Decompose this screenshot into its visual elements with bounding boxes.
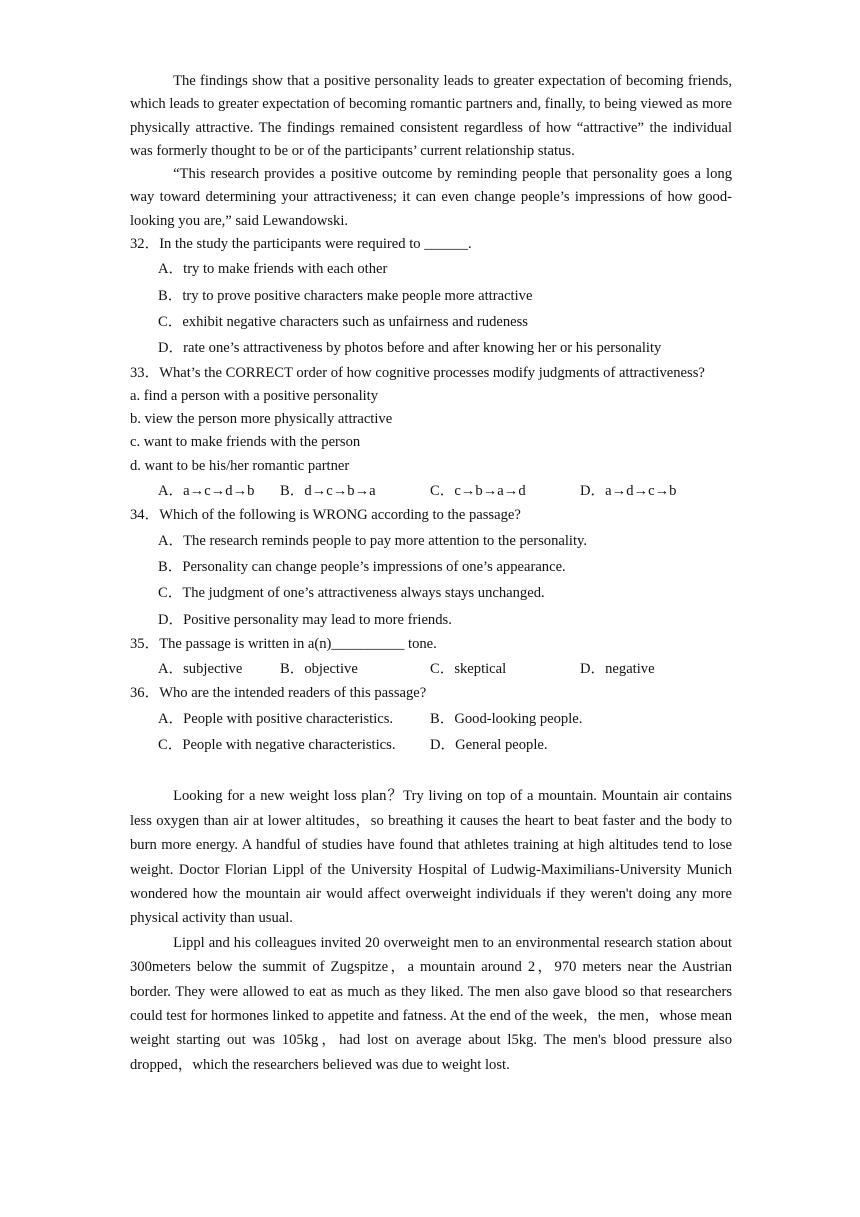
options-row [158,656,732,682]
sequence-item: b. view the person more physically attractive [130,411,393,428]
option-b: B．objective [280,661,358,678]
option-c: C．skeptical [430,661,507,678]
option-d: D．rate one’s attractiveness by photos before and after knowing her or his personality [158,340,662,357]
sequence-item: a. find a person with a positive personality [130,387,379,404]
option-c: C．c→b→a→d [430,483,526,500]
option-b: B．Good-looking people. [430,710,583,727]
question-stem: 35．The passage is written in a(n)__________ tone. [130,635,437,652]
question-stem: 33．What’s the CORRECT order of how cognitive processes modify judgments of attractiveness? [130,364,705,381]
option-b: B．try to prove positive characters make people more attractive [158,287,533,304]
passage-paragraph: Lippl and his colleagues invited 20 overweight men to an environmental research station about 300meters below the summit of Zugspitze，a mountain around 2，970 meters near the Austrian border. They were allowed to eat as much as they liked. The men also gave blood so that researchers could test for hormones linked to appetite and fatness. At the end of the week，the men，whose mean weight starting out was 105kg，had lost on average about l5kg. The men's blood pressure also dropped，which the researchers believed was due to weight lost. [130,934,732,1073]
question-36 [130,682,732,758]
question-stem: 34．Which of the following is WRONG according to the passage? [130,507,521,524]
option-d: D．General people. [430,737,548,754]
passage-paragraph: Looking for a new weight loss plan？Try living on top of a mountain. Mountain air contains less oxygen than air at lower altitudes，so breathing it causes the heart to beat faster and the body to burn more energy. A handful of studies have found that athletes training at high altitudes tend to lose weight. Doctor Florian Lippl of the University Hospital of Ludwig-Maximilians-University Munich wondered how the mountain air would affect overweight individuals if they weren't doing any more physical activity than usual. [130,788,732,927]
option-d: D．Positive personality may lead to more friends. [158,611,452,628]
document-page [130,70,732,1077]
option-a: A．try to make friends with each other [158,261,388,278]
option-a: A．a→c→d→b [158,483,255,500]
passage-1 [130,70,732,233]
passage-paragraph: The findings show that a positive personality leads to greater expectation of becoming friends, which leads to greater expectation of becoming romantic partners and, finally, to being viewed as more physically attractive. The findings remained consistent regardless of how “attractive” the individual was formerly thought to be or of the participants’ current relationship status. [130,73,732,159]
option-a: A．People with positive characteristics. [158,710,394,727]
option-c: C．The judgment of one’s attractiveness always stays unchanged. [158,585,545,602]
options-row [158,478,732,504]
sequence-item: d. want to be his/her romantic partner [130,457,350,474]
option-b: B．Personality can change people’s impressions of one’s appearance. [158,558,566,575]
sequence-item: c. want to make friends with the person [130,434,361,451]
options-row [158,732,732,758]
passage-2 [130,784,732,1077]
option-d: D．a→d→c→b [580,483,677,500]
option-c: C．exhibit negative characters such as unfairness and rudeness [158,313,528,330]
question-32 [130,233,732,361]
option-a: A．subjective [158,661,243,678]
passage-paragraph: “This research provides a positive outcome by reminding people that personality goes a long way toward determining your attractiveness; it can even change people’s impressions of how good-looking you are,” said Lewandowski. [130,166,732,229]
option-b: B．d→c→b→a [280,483,376,500]
question-34 [130,504,732,632]
options-row [158,706,732,732]
question-stem: 36．Who are the intended readers of this passage? [130,685,427,702]
question-35 [130,633,732,683]
option-c: C．People with negative characteristics. [158,737,396,754]
option-a: A．The research reminds people to pay more attention to the personality. [158,532,588,549]
question-33 [130,362,732,505]
option-d: D．negative [580,661,655,678]
question-stem: 32．In the study the participants were required to ______. [130,236,472,253]
